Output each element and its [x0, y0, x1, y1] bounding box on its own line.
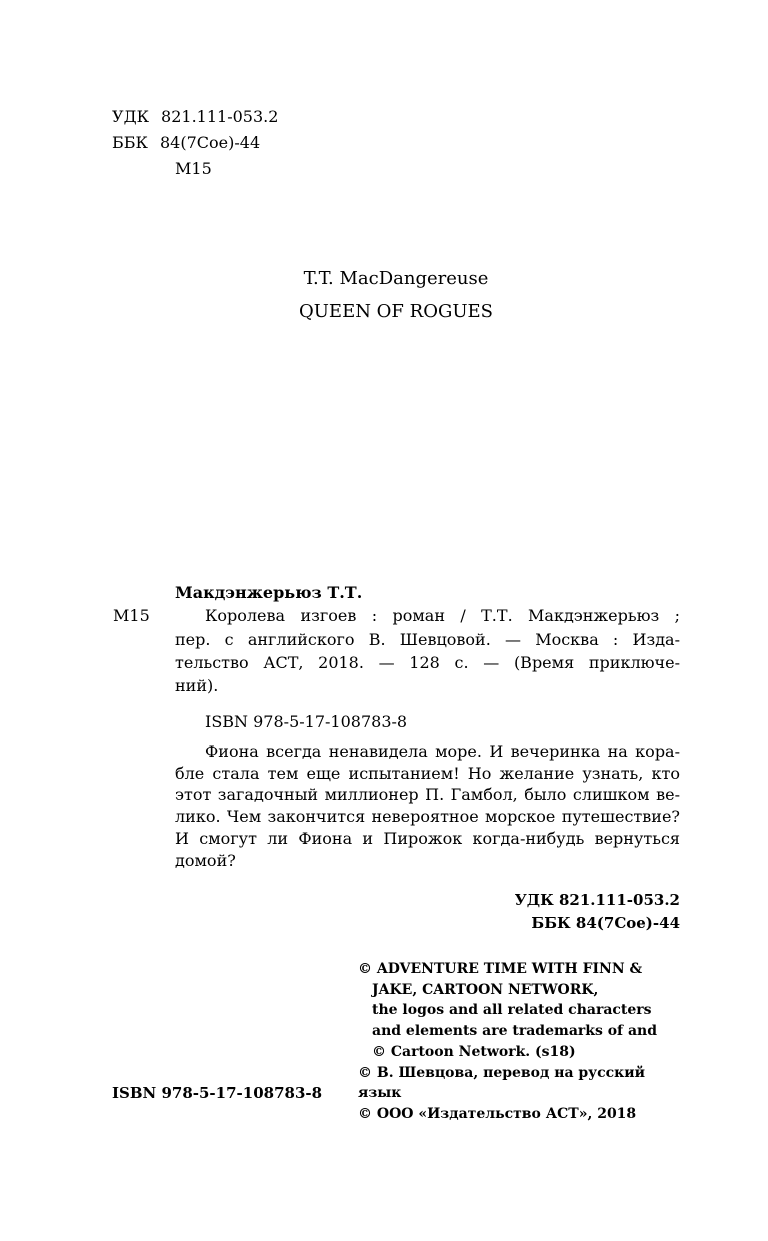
annotation-line: этот загадочный миллионер П. Гамбол, было слишком ве- — [175, 785, 680, 805]
description-line: ний). — [175, 676, 219, 696]
annotation-line: домой? — [175, 850, 236, 870]
annotation-line: И смогут ли Фиона и Пирожок когда-нибудь вернуться — [175, 828, 680, 848]
catalog-card — [175, 581, 680, 697]
copyright-line: © ADVENTURE TIME WITH FINN & — [358, 961, 643, 977]
udk-code: УДК 821.111-053.2 — [112, 107, 279, 126]
top-classification-block — [112, 104, 278, 182]
isbn-line: ISBN 978-5-17-108783-8 — [205, 712, 408, 731]
original-title: QUEEN OF ROGUES — [299, 301, 493, 322]
copyright-line: the logos and all related characters — [372, 1002, 652, 1019]
annotation-line: Фиона всегда ненавидела море. И вечеринка на кора- — [205, 742, 680, 761]
catalog-card-author: Макдэнжерьюз Т.Т. — [175, 583, 363, 602]
bibliographic-description — [175, 604, 680, 697]
description-line: тельство АСТ, 2018. — 128 с. — (Время приключе- — [175, 652, 680, 672]
copyright-line: © В. Шевцова, перевод на русский язык — [358, 1064, 646, 1102]
bbk-code-right: ББК 84(7Сое)-44 — [531, 914, 680, 933]
annotation-paragraph — [175, 741, 680, 871]
footer-isbn: ISBN 978-5-17-108783-8 — [112, 1084, 323, 1102]
copyright-line: © ООО «Издательство АСТ», 2018 — [358, 1105, 637, 1122]
original-author: T.T. MacDangereuse — [303, 268, 489, 289]
catalog-card-author-sign: М15 — [113, 606, 150, 625]
annotation-line: бле стала тем еще испытанием! Но желание узнать, кто — [175, 763, 680, 783]
copyright-block — [358, 959, 688, 1125]
copyright-line: and elements are trademarks of and — [372, 1023, 657, 1040]
copyright-line: © Cartoon Network. (s18) — [372, 1043, 576, 1060]
udk-code-right: УДК 821.111-053.2 — [514, 891, 680, 909]
author-sign-code: М15 — [175, 159, 212, 178]
original-title-block — [112, 262, 680, 328]
description-line: Королева изгоев : роман / Т.Т. Макдэнжерьюз ; — [205, 606, 680, 626]
right-classification-block — [515, 889, 680, 936]
description-line: пер. с английского В. Шевцовой. — Москва : Изда- — [175, 629, 680, 649]
bbk-code: ББК 84(7Сое)-44 — [112, 133, 261, 152]
copyright-line: JAKE, CARTOON NETWORK, — [372, 981, 599, 998]
annotation-line: лико. Чем закончится невероятное морское путешествие? — [175, 807, 680, 827]
